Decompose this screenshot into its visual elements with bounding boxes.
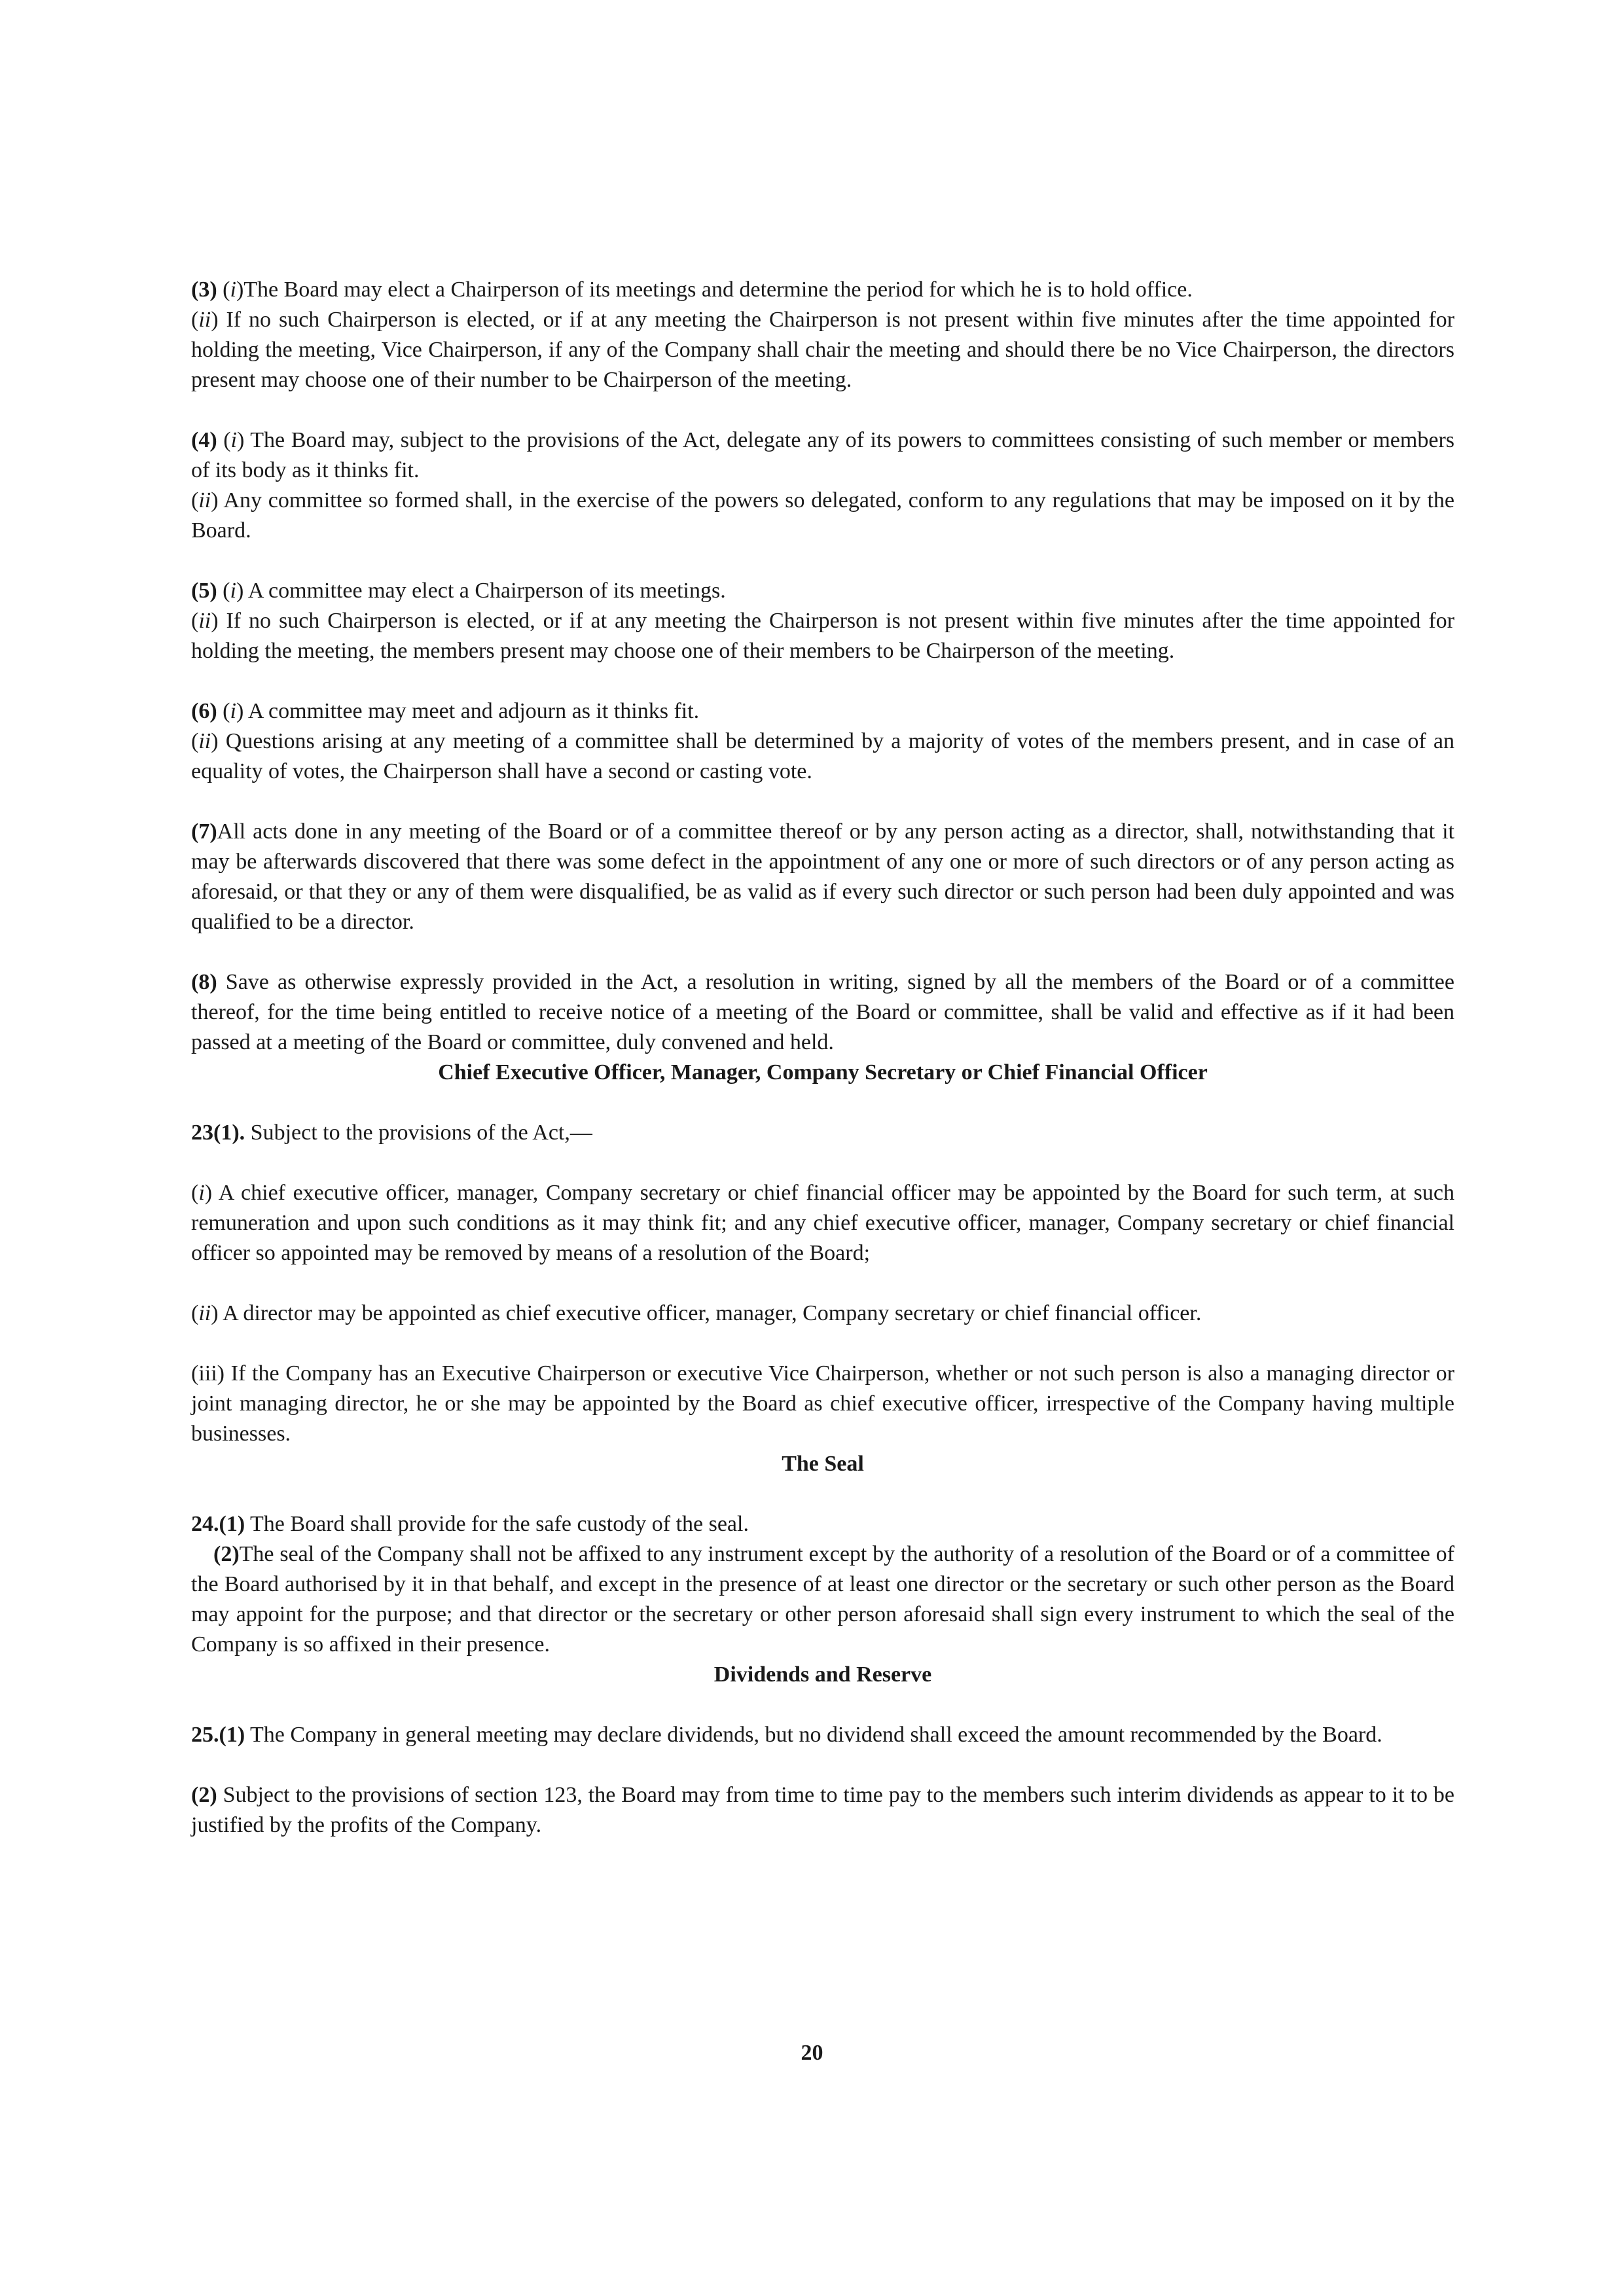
article-number: 23(1). <box>191 1121 245 1145</box>
article-number: (2) <box>191 1783 217 1807</box>
clause-4-i: (4) (i) The Board may, subject to the provisions of the Act, delegate any of its powers to committees consisting of such member or members of its body as it thinks fit. <box>191 428 1454 482</box>
section-heading-seal: The Seal <box>782 1452 864 1476</box>
clause-number: (4) <box>191 428 217 452</box>
article-23-i: (i) A chief executive officer, manager, Company secretary or chief financial officer may be appointed by the Board for such term, at such remuneration and upon such conditions as it may think fit; and any chief executive officer, manager, Company secretary or chief financial officer so appointed may be removed by means of a resolution of the Board; <box>191 1181 1454 1265</box>
clause-5-ii: (ii) If no such Chairperson is elected, or if at any meeting the Chairperson is not present within five minutes after the time appointed for holding the meeting, the members present may choose one of their members to be Chairperson of the meeting. <box>191 609 1454 663</box>
clause-8: (8) Save as otherwise expressly provided in the Act, a resolution in writing, signed by all the members of the Board or of a committee thereof, for the time being entitled to receive notice of a meeting of the Board or committee, shall be valid and effective as if it had been passed at a meeting of the Board or committee, duly convened and held. <box>191 970 1454 1054</box>
clause-number: (5) <box>191 579 217 603</box>
article-23-intro: 23(1). Subject to the provisions of the Act,— <box>191 1121 592 1145</box>
clause-3-i: (3) (i)The Board may elect a Chairperson of its meetings and determine the period for which he is to hold office. <box>191 278 1193 302</box>
section-heading-dividends: Dividends and Reserve <box>713 1662 932 1687</box>
page-number: 20 <box>801 2041 823 2065</box>
article-23-iii: (iii) If the Company has an Executive Chairperson or executive Vice Chairperson, whether or not such person is also a managing director or joint managing director, he or she may be appointed by the Board as chief executive officer, irrespective of the Company having multiple businesses. <box>191 1361 1454 1446</box>
article-number: (2) <box>213 1542 240 1566</box>
article-24-1: 24.(1) The Board shall provide for the safe custody of the seal. <box>191 1512 749 1536</box>
article-number: 24.(1) <box>191 1512 245 1536</box>
clause-7: (7)All acts done in any meeting of the Board or of a committee thereof or by any person acting as a director, shall, notwithstanding that it may be afterwards discovered that there was some defect in the appointment of any one or more of such directors or of any person acting as aforesaid, or that they or any of them were disqualified, be as valid as if every such director or such person had been duly appointed and was qualified to be a director. <box>191 819 1454 934</box>
clause-number: (8) <box>191 970 217 994</box>
clause-4-ii: (ii) Any committee so formed shall, in the exercise of the powers so delegated, conform to any regulations that may be imposed on it by the Board. <box>191 488 1454 543</box>
article-23-ii: (ii) A director may be appointed as chief executive officer, manager, Company secretary or chief financial officer. <box>191 1301 1202 1325</box>
clause-3-ii: (ii) If no such Chairperson is elected, or if at any meeting the Chairperson is not present within five minutes after the time appointed for holding the meeting, Vice Chairperson, if any of the Company shall chair the meeting and should there be no Vice Chairperson, the directors present may choose one of their number to be Chairperson of the meeting. <box>191 308 1454 392</box>
clause-6-i: (6) (i) A committee may meet and adjourn as it thinks fit. <box>191 699 700 723</box>
article-24-2: (2)The seal of the Company shall not be affixed to any instrument except by the authority of a resolution of the Board or of a committee of the Board authorised by it in that behalf, and except in the presence of at least one director or the secretary or such other person as the Board may appoint for the purpose; and that director or the secretary or other person aforesaid shall sign every instrument to which the seal of the Company is so affixed in their presence. <box>191 1542 1454 1657</box>
clause-6-ii: (ii) Questions arising at any meeting of a committee shall be determined by a majority of votes of the members present, and in case of an equality of votes, the Chairperson shall have a second or casting vote. <box>191 729 1454 783</box>
clause-number: (6) <box>191 699 217 723</box>
clause-number: (7) <box>191 819 217 844</box>
article-25-1: 25.(1) The Company in general meeting may declare dividends, but no dividend shall exceed the amount recommended by the Board. <box>191 1723 1382 1747</box>
clause-5-i: (5) (i) A committee may elect a Chairperson of its meetings. <box>191 579 726 603</box>
document-page <box>191 275 1454 1840</box>
article-25-2: (2) Subject to the provisions of section 123, the Board may from time to time pay to the members such interim dividends as appear to it to be justified by the profits of the Company. <box>191 1783 1454 1837</box>
clause-number: (3) <box>191 278 217 302</box>
section-heading-ceo: Chief Executive Officer, Manager, Company Secretary or Chief Financial Officer <box>438 1060 1208 1085</box>
article-number: 25.(1) <box>191 1723 245 1747</box>
